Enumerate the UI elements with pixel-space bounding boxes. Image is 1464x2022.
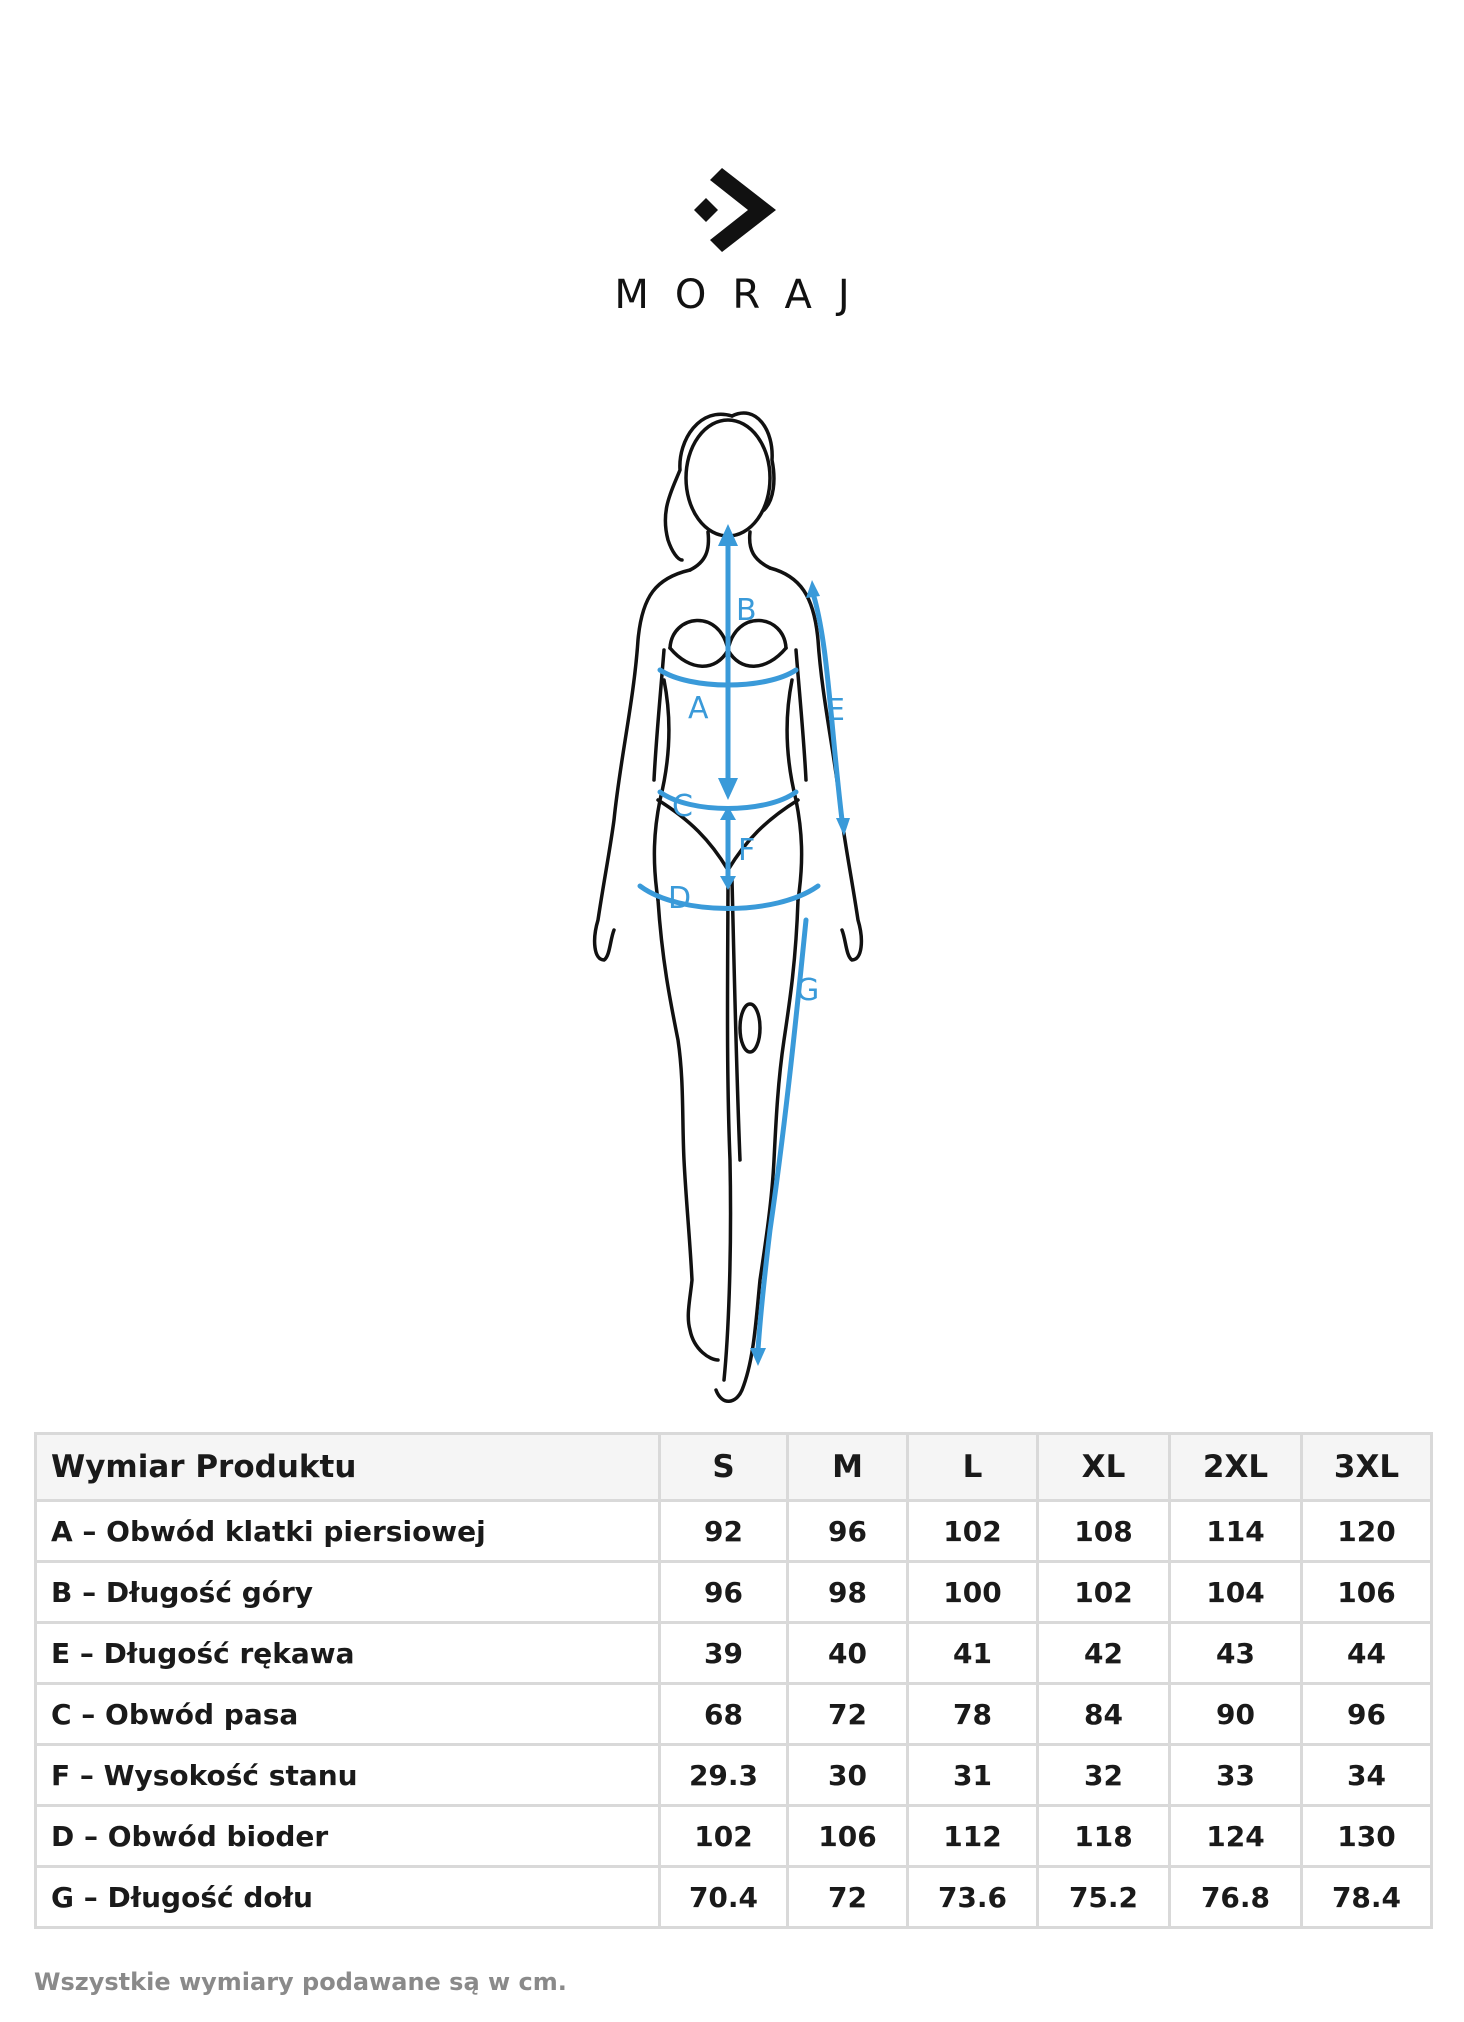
table-cell: 72 [788, 1684, 908, 1745]
table-cell: 29.3 [660, 1745, 788, 1806]
column-header-size: L [908, 1434, 1038, 1501]
table-cell: 70.4 [660, 1867, 788, 1928]
brand-logo-text: MORAJ [614, 272, 876, 318]
table-cell: 72 [788, 1867, 908, 1928]
table-cell: 76.8 [1170, 1867, 1302, 1928]
table-cell: 41 [908, 1623, 1038, 1684]
table-cell: 124 [1170, 1806, 1302, 1867]
column-header-size: S [660, 1434, 788, 1501]
table-cell: 104 [1170, 1562, 1302, 1623]
table-cell: 84 [1038, 1684, 1170, 1745]
table-row [36, 1562, 1432, 1623]
table-row [36, 1806, 1432, 1867]
table-cell: 32 [1038, 1745, 1170, 1806]
table-cell: 102 [1038, 1562, 1170, 1623]
table-cell: 96 [1302, 1684, 1432, 1745]
row-label: E – Długość rękawa [36, 1623, 660, 1684]
table-cell: 100 [908, 1562, 1038, 1623]
table-cell: 43 [1170, 1623, 1302, 1684]
column-header-size: 3XL [1302, 1434, 1432, 1501]
table-cell: 90 [1170, 1684, 1302, 1745]
measurement-label-d: D [668, 881, 692, 916]
table-cell: 102 [660, 1806, 788, 1867]
table-cell: 114 [1170, 1501, 1302, 1562]
table-cell: 33 [1170, 1745, 1302, 1806]
table-cell: 39 [660, 1623, 788, 1684]
table-cell: 120 [1302, 1501, 1432, 1562]
table-cell: 78 [908, 1684, 1038, 1745]
table-cell: 96 [788, 1501, 908, 1562]
measurement-label-a: A [688, 691, 709, 726]
row-label: G – Długość dołu [36, 1867, 660, 1928]
column-header-size: 2XL [1170, 1434, 1302, 1501]
row-label: F – Wysokość stanu [36, 1745, 660, 1806]
table-cell: 75.2 [1038, 1867, 1170, 1928]
row-label: D – Obwód bioder [36, 1806, 660, 1867]
measurement-label-c: C [672, 789, 693, 824]
measurement-label-g: G [796, 973, 820, 1008]
table-cell: 78.4 [1302, 1867, 1432, 1928]
row-label: B – Długość góry [36, 1562, 660, 1623]
table-cell: 98 [788, 1562, 908, 1623]
diamond-chevron-logo-icon [692, 168, 776, 252]
measurement-label-f: F [738, 833, 756, 868]
column-header-size: M [788, 1434, 908, 1501]
table-cell: 34 [1302, 1745, 1432, 1806]
row-label: C – Obwód pasa [36, 1684, 660, 1745]
table-cell: 44 [1302, 1623, 1432, 1684]
table-cell: 106 [788, 1806, 908, 1867]
table-cell: 118 [1038, 1806, 1170, 1867]
table-cell: 106 [1302, 1562, 1432, 1623]
column-header-dimension: Wymiar Produktu [36, 1434, 660, 1501]
table-cell: 40 [788, 1623, 908, 1684]
row-label: A – Obwód klatki piersiowej [36, 1501, 660, 1562]
table-cell: 96 [660, 1562, 788, 1623]
table-cell: 73.6 [908, 1867, 1038, 1928]
table-row [36, 1745, 1432, 1806]
size-chart-table [34, 1432, 1433, 1929]
table-row [36, 1684, 1432, 1745]
measurement-label-b: B [736, 593, 757, 628]
table-cell: 92 [660, 1501, 788, 1562]
table-cell: 102 [908, 1501, 1038, 1562]
measurement-label-e: E [826, 693, 845, 728]
table-cell: 112 [908, 1806, 1038, 1867]
table-cell: 68 [660, 1684, 788, 1745]
table-cell: 130 [1302, 1806, 1432, 1867]
table-cell: 108 [1038, 1501, 1170, 1562]
units-footnote: Wszystkie wymiary podawane są w cm. [34, 1968, 567, 1996]
table-header-row [36, 1434, 1432, 1501]
table-cell: 30 [788, 1745, 908, 1806]
body-measurement-illustration [560, 400, 900, 1430]
column-header-size: XL [1038, 1434, 1170, 1501]
table-cell: 42 [1038, 1623, 1170, 1684]
table-row [36, 1501, 1432, 1562]
table-row [36, 1623, 1432, 1684]
table-cell: 31 [908, 1745, 1038, 1806]
table-row [36, 1867, 1432, 1928]
